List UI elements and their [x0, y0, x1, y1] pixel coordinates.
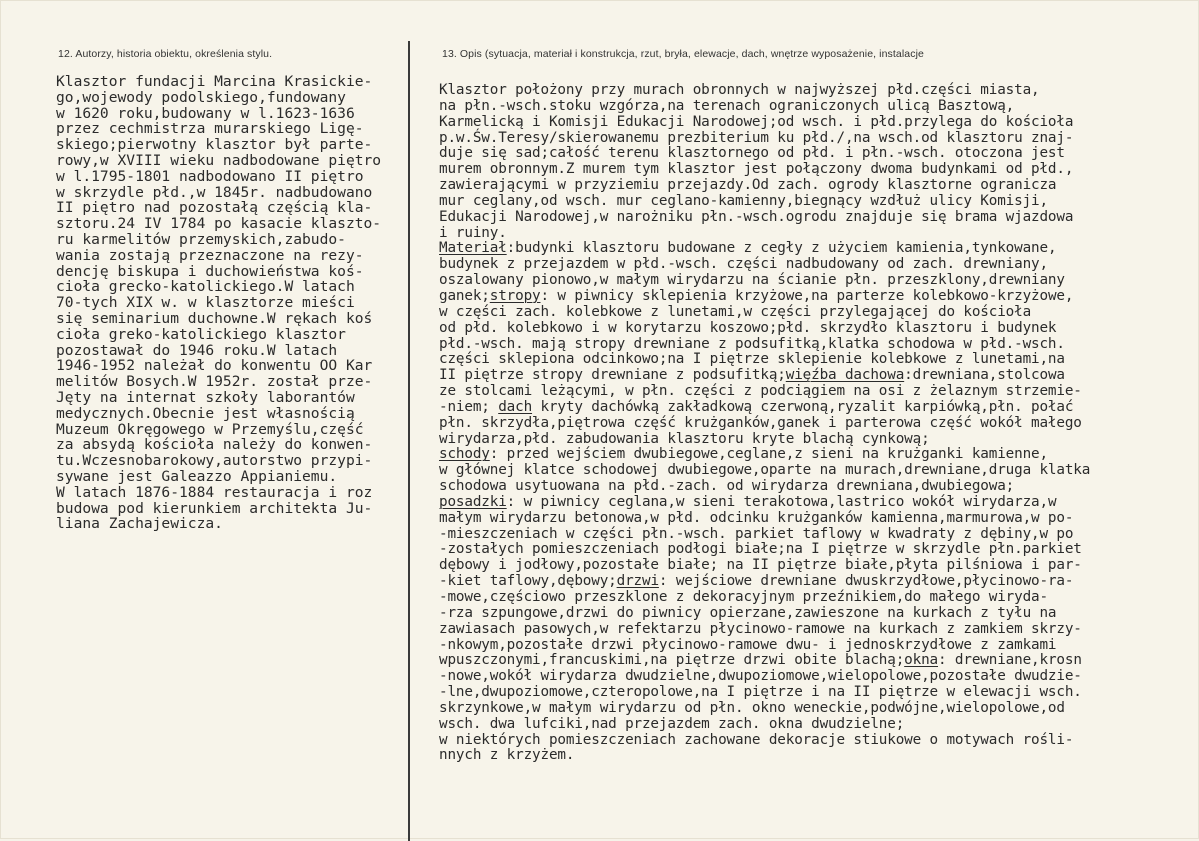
- column-divider: [408, 41, 410, 841]
- text-line: dencję biskupa i duchowieństwa koś-: [56, 262, 364, 280]
- text-line: Jęty na internat szkoły laborantów: [56, 388, 355, 406]
- history-text-column: [56, 74, 381, 532]
- text-line: pozostawał do 1946 roku.W latach: [56, 341, 338, 359]
- text-segment: schodowa usytuowana na płd.-zach. od wirydarza drewniana,dwubiegowa;: [439, 478, 1015, 495]
- text-line: W latach 1876-1884 restauracja i roz: [56, 483, 373, 501]
- section-keyword: posadzki: [439, 493, 507, 510]
- text-line: [439, 321, 1090, 337]
- text-segment: : przed wejściem dwubiegowe,ceglane,z sieni na krużganki kamienne,: [489, 446, 1048, 463]
- text-line: [439, 511, 1090, 527]
- text-segment: Klasztor położony przy murach obronnych w najwyższej płd.części miasta,: [439, 82, 1040, 98]
- text-line: w skrzydle płd.,w 1845r. nadbudowano: [56, 183, 373, 201]
- text-line: [439, 131, 1090, 147]
- text-line: [439, 606, 1090, 622]
- text-segment: -kiet taflowy,dębowy;: [439, 573, 617, 590]
- text-line: [439, 669, 1090, 685]
- text-segment: małym wirydarzu betonowa,w płd. odcinku krużganków kamienna,marmurowa,w po-: [439, 509, 1074, 526]
- text-line: [439, 622, 1090, 638]
- text-line: ru karmelitów przemyskich,zabudo-: [56, 230, 346, 248]
- text-line: [439, 210, 1090, 226]
- text-line: rowy,w XVIII wieku nadbodowane piętro: [56, 151, 382, 169]
- section-keyword: dach: [498, 398, 533, 415]
- text-line: w 1620 roku,budowany w l.1623-1636: [56, 104, 355, 122]
- section-keyword: okna: [904, 652, 939, 669]
- text-line: [439, 590, 1090, 606]
- text-line: [439, 748, 1090, 764]
- text-line: [439, 463, 1090, 479]
- text-line: Klasztor fundacji Marcina Krasickie-: [56, 73, 373, 90]
- text-line: medycznych.Obecnie jest własnością: [56, 404, 355, 422]
- text-line: [439, 558, 1090, 574]
- text-segment: w części zach. kolebkowe z lunetami,w części przylegającej do kościoła: [439, 303, 1032, 320]
- text-segment: -mowe,częściowo przeszklone z dekoracyjnym przeźnikiem,do małego wiryda-: [439, 589, 1048, 605]
- text-line: się seminarium duchowne.W rękach koś: [56, 309, 373, 327]
- text-line: [439, 115, 1090, 131]
- text-line: 70-tych XIX w. w klasztorze mieści: [56, 294, 355, 312]
- text-line: wania zostają przeznaczone na rezy-: [56, 246, 364, 264]
- text-segment: kryty dachówką zakładkową czerwoną,ryzalit karpiówką,płn. połać: [532, 398, 1074, 415]
- text-line: [439, 273, 1090, 289]
- text-line: [439, 99, 1090, 115]
- text-segment: mur ceglany,od wsch. mur ceglano-kamienny,biegnący wzdłuż ulicy Komisji,: [439, 192, 1048, 209]
- text-segment: -nowe,wokół wirydarza dwudzielne,dwupoziomowe,wielopolowe,pozostałe dwudzie-: [439, 668, 1082, 685]
- text-segment: części sklepiona odcinkowo;na I piętrze sklepienie kolebkowe z lunetami,na: [439, 351, 1065, 368]
- text-segment: -nkowym,pozostałe drzwi płycinowo-ramowe dwu- i jednoskrzydłowe z zamkami: [439, 636, 1057, 653]
- text-line: cioła grecko-katolickiego.W latach: [56, 278, 355, 296]
- text-segment: Karmelicką i Komisji Edukacji Narodowej;od wsch. i płd.przylega do kościoła: [439, 113, 1074, 130]
- text-segment: wsch. dwa lufciki,nad przejazdem zach. okna dwudzielne;: [439, 715, 905, 732]
- section-keyword: więźba dachowa: [785, 367, 905, 384]
- text-line: za absydą kościoła należy do konwen-: [56, 436, 373, 454]
- section-keyword: schody: [439, 446, 490, 463]
- text-line: [439, 717, 1090, 733]
- text-segment: ganek;: [439, 287, 490, 304]
- text-line: [439, 416, 1090, 432]
- text-segment: wirydarza,płd. zabudowania klasztoru kryte blachą cynkową;: [439, 430, 930, 447]
- text-line: 1946-1952 należał do konwentu OO Kar: [56, 357, 373, 375]
- text-segment: : w piwnicy ceglana,w sieni terakotowa,lastrico wokół wirydarza,w: [506, 493, 1057, 510]
- text-segment: w niektórych pomieszczeniach zachowane dekoracje stiukowe o motywach rośli-: [439, 731, 1074, 748]
- text-line: sywane jest Galeazzo Appianiemu.: [56, 467, 338, 485]
- text-segment: płn. skrzydła,piętrowa część krużganków,ganek i parterowa część wokół małego: [439, 414, 1082, 431]
- text-line: [439, 527, 1090, 543]
- text-segment: od płd. kolebkowo i w korytarzu koszowo;płd. skrzydło klasztoru i budynek: [439, 319, 1057, 336]
- text-line: [439, 305, 1090, 321]
- text-segment: wpuszczonymi,francuskimi,na piętrze drzwi obite blachą;: [439, 652, 905, 669]
- text-line: [439, 178, 1090, 194]
- text-line: sztoru.24 IV 1784 po kasacie klaszto-: [56, 215, 382, 233]
- text-segment: oszalowany pionowo,w małym wirydarzu na ścianie płn. przeszklony,drewniany: [439, 272, 1065, 289]
- text-segment: duje się sad;całość terenu klasztornego od płd. i płn.-wsch. otoczona jest: [439, 145, 1065, 162]
- text-line: [439, 479, 1090, 495]
- text-segment: : drewniane,krosn: [938, 652, 1082, 669]
- section-keyword: drzwi: [616, 573, 659, 590]
- text-line: [439, 542, 1090, 558]
- text-segment: -mieszczeniach w części płn.-wsch. parkiet taflowy w kwadraty z dębiny,w po: [439, 525, 1074, 542]
- text-line: [439, 289, 1090, 305]
- text-segment: ze stolcami leżącymi, w płn. części z podciągiem na osi z żelaznym strzemie-: [439, 383, 1082, 400]
- text-line: liana Zachajewicza.: [56, 515, 223, 533]
- text-line: [439, 653, 1090, 669]
- text-segment: na płn.-wsch.stoku wzgórza,na terenach ograniczonych ulicą Basztową,: [439, 97, 1015, 114]
- text-segment: w głównej klatce schodowej dwubiegowe,oparte na murach,drewniane,druga klatka: [439, 462, 1091, 479]
- text-line: [439, 685, 1090, 701]
- text-segment: dębowy i jodłowy,pozostałe białe; na II piętrze białe,płyta pilśniowa i par-: [439, 557, 1082, 574]
- text-line: tu.Wczesnobarokowy,autorstwo przypi-: [56, 452, 373, 470]
- text-segment: zawierającymi w przyziemiu przejazdy.Od zach. ogrody klasztorne ogranicza: [439, 177, 1057, 194]
- text-line: melitów Bosych.W 1952r. został prze-: [56, 373, 373, 391]
- section-12-header: 12. Autorzy, historia obiektu, określenia stylu.: [58, 48, 273, 60]
- text-segment: :budynki klasztoru budowane z cegły z użyciem kamienia,tynkowane,: [506, 240, 1057, 257]
- text-line: [439, 368, 1090, 384]
- section-keyword: stropy: [489, 287, 541, 304]
- text-line: [439, 257, 1090, 273]
- text-segment: zawiasach pasowych,w refektarzu płycinowo-ramowe na kurkach z zamkiem skrzy-: [439, 620, 1082, 637]
- text-line: [439, 241, 1090, 257]
- section-13-header: 13. Opis (sytuacja, materiał i konstrukcja, rzut, bryła, elewacje, dach, wnętrze wyposażenie, instalacje: [442, 48, 924, 60]
- text-segment: płd.-wsch. mają stropy drewniane z podsufitką,klatka schodowa w płd.-wsch.: [439, 335, 1065, 352]
- text-segment: -niem;: [439, 398, 499, 415]
- description-text-column: [439, 83, 1090, 764]
- text-line: przez cechmistrza murarskiego Ligę-: [56, 120, 364, 138]
- text-line: [439, 83, 1090, 99]
- text-line: [439, 384, 1090, 400]
- text-line: cioła greko-katolickiego klasztor: [56, 325, 346, 343]
- text-line: w l.1795-1801 nadbodowano II piętro: [56, 167, 364, 185]
- text-line: [439, 638, 1090, 654]
- text-line: [439, 194, 1090, 210]
- text-line: [439, 337, 1090, 353]
- text-line: [439, 162, 1090, 178]
- text-line: II piętro nad pozostałą częścią kla-: [56, 199, 373, 217]
- text-segment: skrzynkowe,w małym wirydarzu od płn. okno weneckie,podwójne,wielopolowe,od: [439, 699, 1065, 716]
- text-line: go,wojewody podolskiego,fundowany: [56, 88, 346, 106]
- text-segment: -zostałych pomieszczeniach podłogi białe;na I piętrze w skrzydle płn.parkiet: [439, 541, 1082, 558]
- text-line: [439, 733, 1090, 749]
- text-line: [439, 574, 1090, 590]
- text-segment: : wejściowe drewniane dwuskrzydłowe,płycinowo-ra-: [658, 573, 1074, 590]
- text-line: [439, 701, 1090, 717]
- text-segment: II piętrze stropy drewniane z podsufitką;: [439, 367, 786, 384]
- text-segment: nnych z krzyżem.: [439, 747, 575, 764]
- text-line: [439, 495, 1090, 511]
- text-line: budowa pod kierunkiem architekta Ju-: [56, 499, 373, 517]
- text-segment: p.w.Św.Teresy/skierowanemu prezbiterium ku płd./,na wsch.od klasztoru znaj-: [439, 129, 1074, 146]
- text-line: [439, 146, 1090, 162]
- section-keyword: Materiał: [439, 240, 507, 257]
- text-line: skiego;pierwotny klasztor był parte-: [56, 136, 373, 154]
- text-segment: :drewniana,stolcowa: [904, 367, 1065, 384]
- text-segment: murem obronnym.Z murem tym klasztor jest połączony dwoma budynkami od płd.,: [439, 161, 1074, 178]
- text-line: [439, 352, 1090, 368]
- text-line: [439, 400, 1090, 416]
- text-line: [439, 226, 1090, 242]
- text-segment: budynek z przejazdem w płd.-wsch. części nadbudowany od zach. drewniany,: [439, 256, 1048, 273]
- text-line: [439, 447, 1090, 463]
- text-line: Muzeum Okręgowego w Przemyślu,część: [56, 420, 364, 438]
- text-line: [439, 432, 1090, 448]
- text-segment: -rza szpungowe,drzwi do piwnicy opierzane,zawieszone na kurkach z tyłu na: [439, 604, 1057, 621]
- text-segment: Edukacji Narodowej,w narożniku płn.-wsch.ogrodu znajduje się brama wjazdowa: [439, 208, 1074, 225]
- text-segment: -lne,dwupoziomowe,czteropolowe,na I piętrze i na II piętrze w elewacji wsch.: [439, 684, 1082, 701]
- text-segment: i ruiny.: [439, 224, 507, 241]
- text-segment: : w piwnicy sklepienia krzyżowe,na parterze kolebkowo-krzyżowe,: [540, 287, 1074, 304]
